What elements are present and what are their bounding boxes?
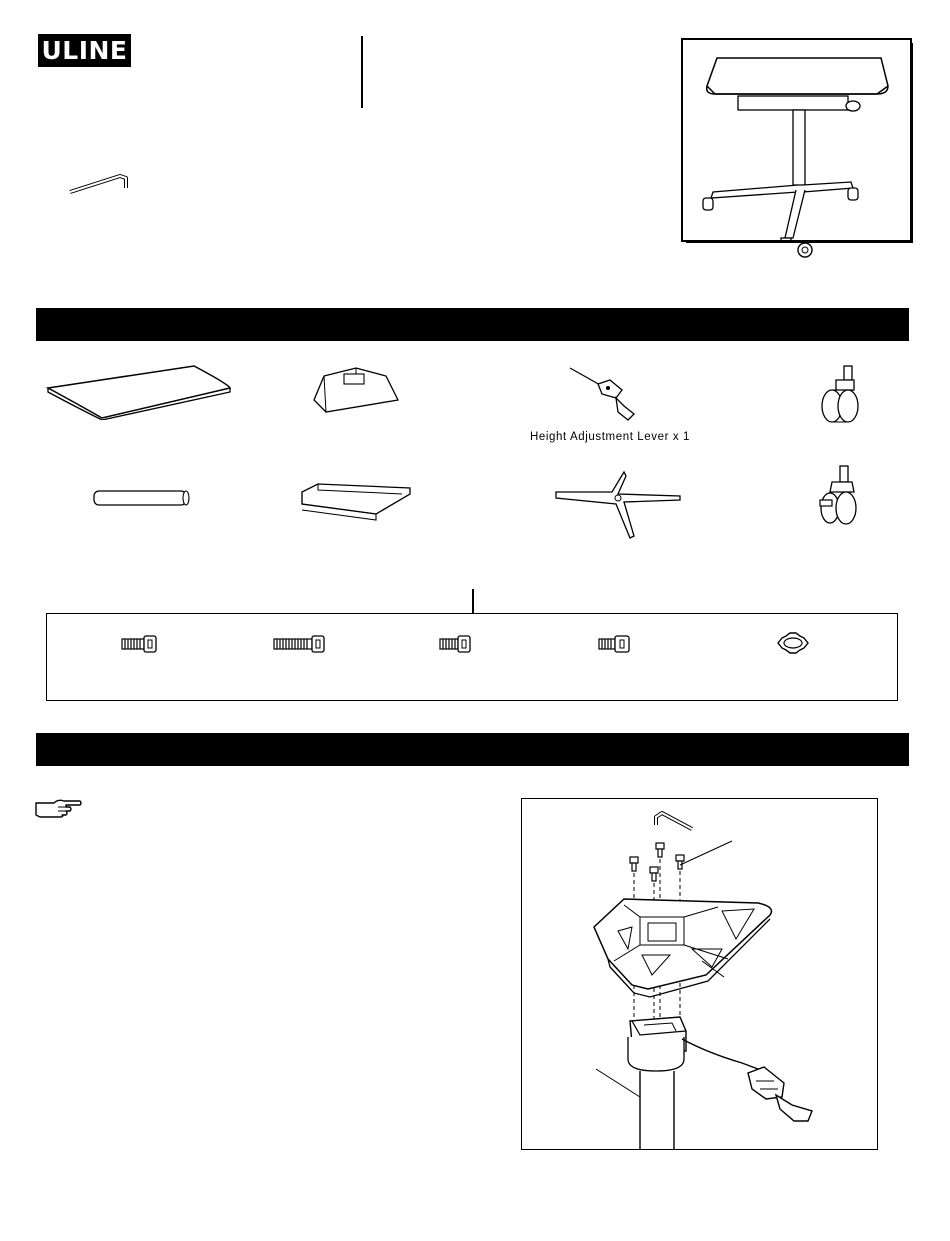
hero-image bbox=[681, 38, 912, 242]
lock-washer-icon bbox=[774, 630, 812, 656]
base-plate-assembly-icon bbox=[522, 799, 877, 1149]
column-base-icon bbox=[306, 366, 402, 416]
parts-section-header bbox=[36, 308, 909, 341]
tube-icon bbox=[90, 488, 190, 508]
lever-label: Height Adjustment Lever x 1 bbox=[529, 431, 691, 443]
pointing-hand-icon bbox=[34, 797, 82, 819]
bolt-medium-icon bbox=[120, 634, 160, 654]
allen-key-icon bbox=[66, 168, 132, 198]
hardware-box bbox=[46, 613, 898, 701]
front-caster-icon bbox=[795, 238, 815, 262]
bolt-long-icon bbox=[272, 634, 328, 654]
locking-caster-icon bbox=[816, 464, 860, 528]
caster-icon bbox=[818, 364, 862, 428]
assembly-diagram bbox=[521, 798, 878, 1150]
star-base-icon bbox=[554, 470, 684, 540]
header-divider bbox=[361, 36, 363, 108]
bolt-short-icon bbox=[438, 634, 474, 654]
uline-logo: ULINE bbox=[38, 34, 131, 67]
tray-icon bbox=[298, 480, 414, 522]
hardware-connector bbox=[472, 589, 474, 614]
mobile-desk-icon bbox=[683, 40, 910, 240]
desktop-panel-icon bbox=[44, 364, 234, 420]
assembly-section-header bbox=[36, 733, 909, 766]
height-adjustment-lever-icon bbox=[568, 364, 648, 424]
bolt-short-icon bbox=[597, 634, 633, 654]
